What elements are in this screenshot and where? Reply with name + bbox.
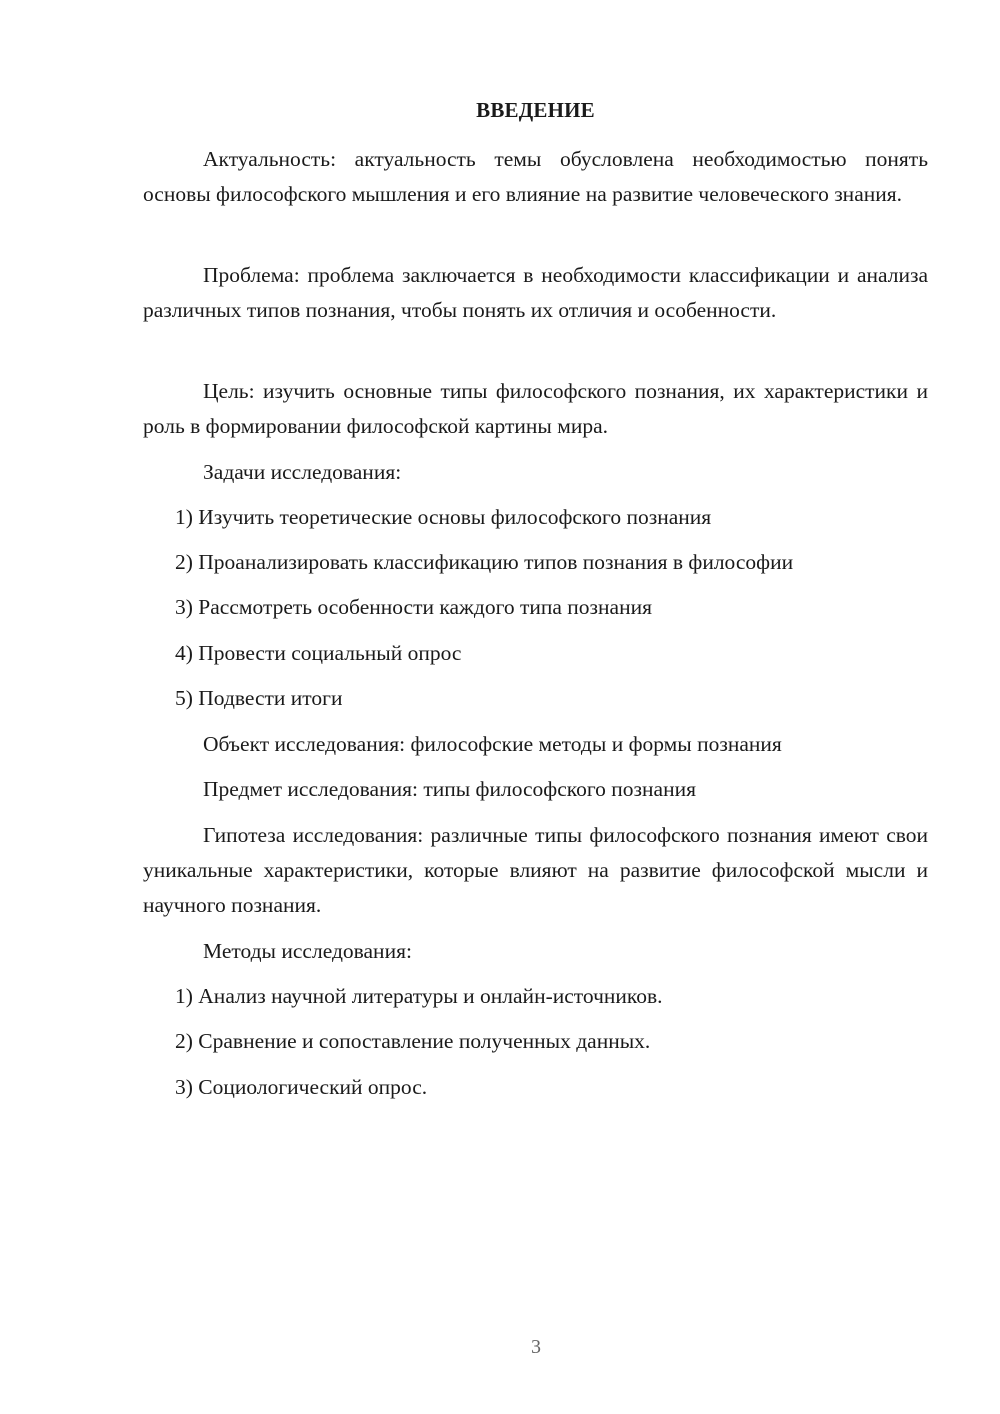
task-item: 5) Подвести итоги	[175, 686, 343, 710]
method-item: 3) Социологический опрос.	[175, 1075, 428, 1099]
method-item: 1) Анализ научной литературы и онлайн-источников.	[175, 984, 663, 1008]
research-object: Объект исследования: философские методы и формы познания	[203, 732, 782, 756]
task-item: 3) Рассмотреть особенности каждого типа познания	[175, 595, 652, 619]
task-item: 4) Провести социальный опрос	[175, 641, 462, 665]
tasks-heading: Задачи исследования:	[203, 460, 402, 484]
methods-heading: Методы исследования:	[203, 939, 412, 963]
research-subject: Предмет исследования: типы философского познания	[203, 777, 696, 801]
task-item: 1) Изучить теоретические основы философского познания	[175, 505, 712, 529]
page-number: 3	[531, 1336, 541, 1358]
method-item: 2) Сравнение и сопоставление полученных данных.	[175, 1029, 651, 1053]
relevance-paragraph: Актуальность: актуальность темы обусловлена необходимостью понять основы философского мышления и его влияние на развитие человеческого знания.	[143, 147, 928, 206]
goal-paragraph: Цель: изучить основные типы философского познания, их характеристики и роль в формировании философской картины мира.	[143, 379, 928, 438]
task-item: 2) Проанализировать классификацию типов познания в философии	[175, 550, 794, 574]
page-title: ВВЕДЕНИЕ	[476, 98, 595, 122]
hypothesis-paragraph: Гипотеза исследования: различные типы философского познания имеют свои уникальные характеристики, которые влияют на развитие философской мысли и научного познания.	[143, 823, 928, 917]
problem-paragraph: Проблема: проблема заключается в необходимости классификации и анализа различных типов познания, чтобы понять их отличия и особенности.	[143, 263, 928, 322]
